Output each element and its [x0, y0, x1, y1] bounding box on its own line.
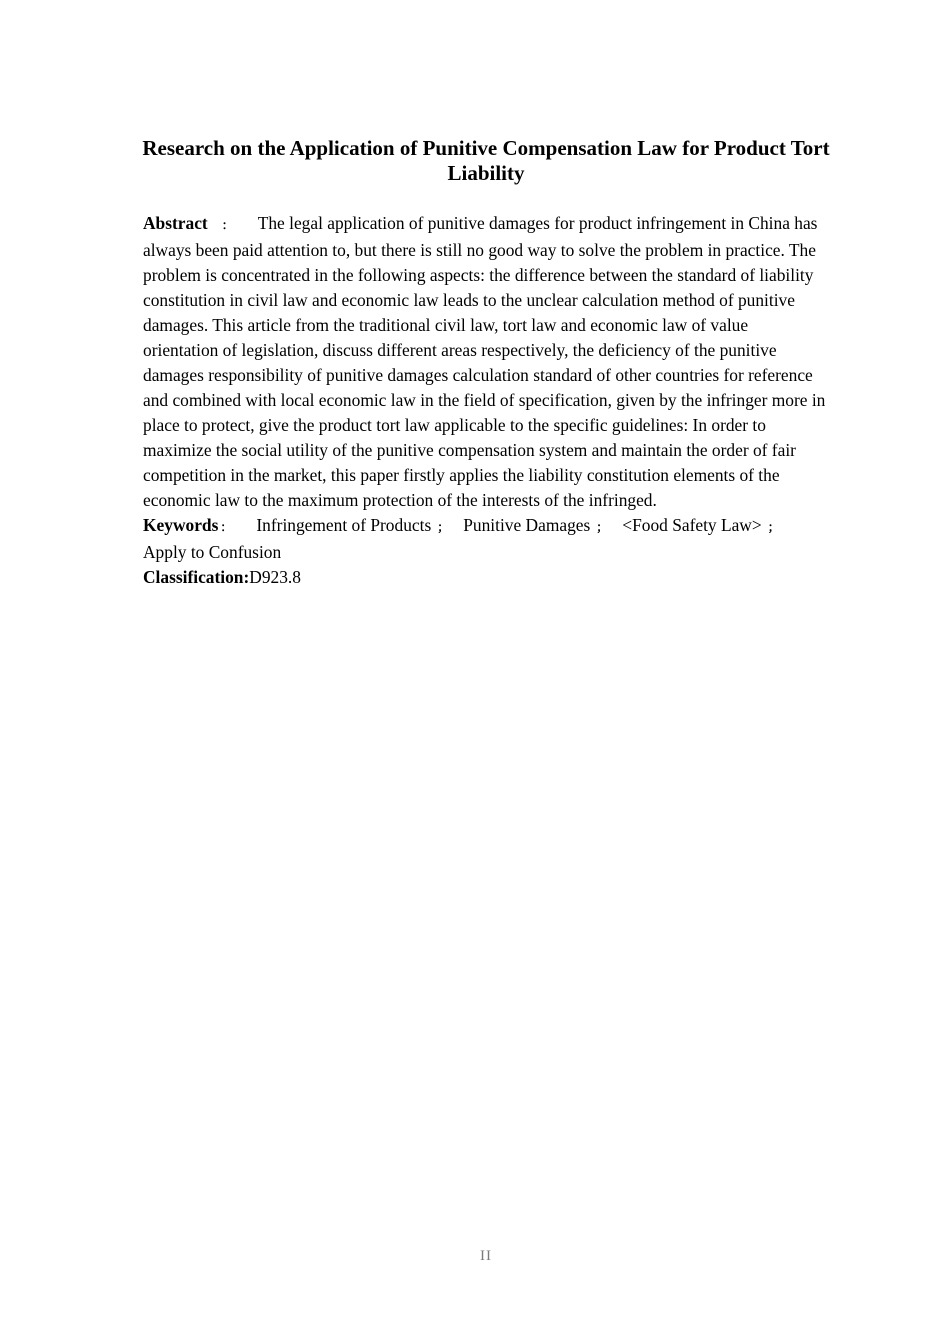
keyword-item: Infringement of Products: [256, 515, 432, 535]
classification-line: [143, 565, 827, 590]
classification-value: D923.8: [249, 567, 301, 587]
abstract-paragraph: [143, 211, 827, 513]
page-number: II: [480, 1248, 492, 1264]
keyword-item: Punitive Damages: [463, 515, 591, 535]
keywords-label: Keywords: [143, 515, 219, 535]
classification-label: Classification:: [143, 567, 250, 587]
abstract-label: Abstract: [143, 213, 208, 233]
keyword-separator: ；: [437, 520, 450, 534]
keyword-separator: ；: [767, 520, 780, 534]
keywords-line: [143, 513, 827, 540]
keywords-colon: ：: [220, 520, 233, 534]
keyword-separator: ；: [596, 520, 609, 534]
keyword-item: <Food Safety Law>: [622, 515, 762, 535]
abstract-text: The legal application of punitive damages for product infringement in China has always been paid attention to, but there is still no good way to solve the problem in practice. The problem is concentrated in the following aspects: the difference between the standard of liability constitution in civil law and economic law leads to the unclear calculation method of punitive damages. This article from the traditional civil law, tort law and economic law of value orientation of legislation, discuss different areas respectively, the deficiency of the punitive damages responsibility of punitive damages calculation standard of other countries for reference and combined with local economic law in the field of specification, given by the infringer more in place to protect, give the product tort law applicable to the specific guidelines: In order to maximize the social utility of the punitive compensation system and maintain the order of fair competition in the market, this paper firstly applies the liability constitution elements of the economic law to the maximum protection of the interests of the infringed.: [143, 213, 826, 510]
abstract-section: [143, 211, 827, 590]
paper-title: Research on the Application of Punitive Compensation Law for Product Tort Liability: [142, 136, 830, 185]
abstract-colon: ：: [221, 218, 234, 232]
keywords-continuation: Apply to Confusion: [143, 542, 282, 562]
